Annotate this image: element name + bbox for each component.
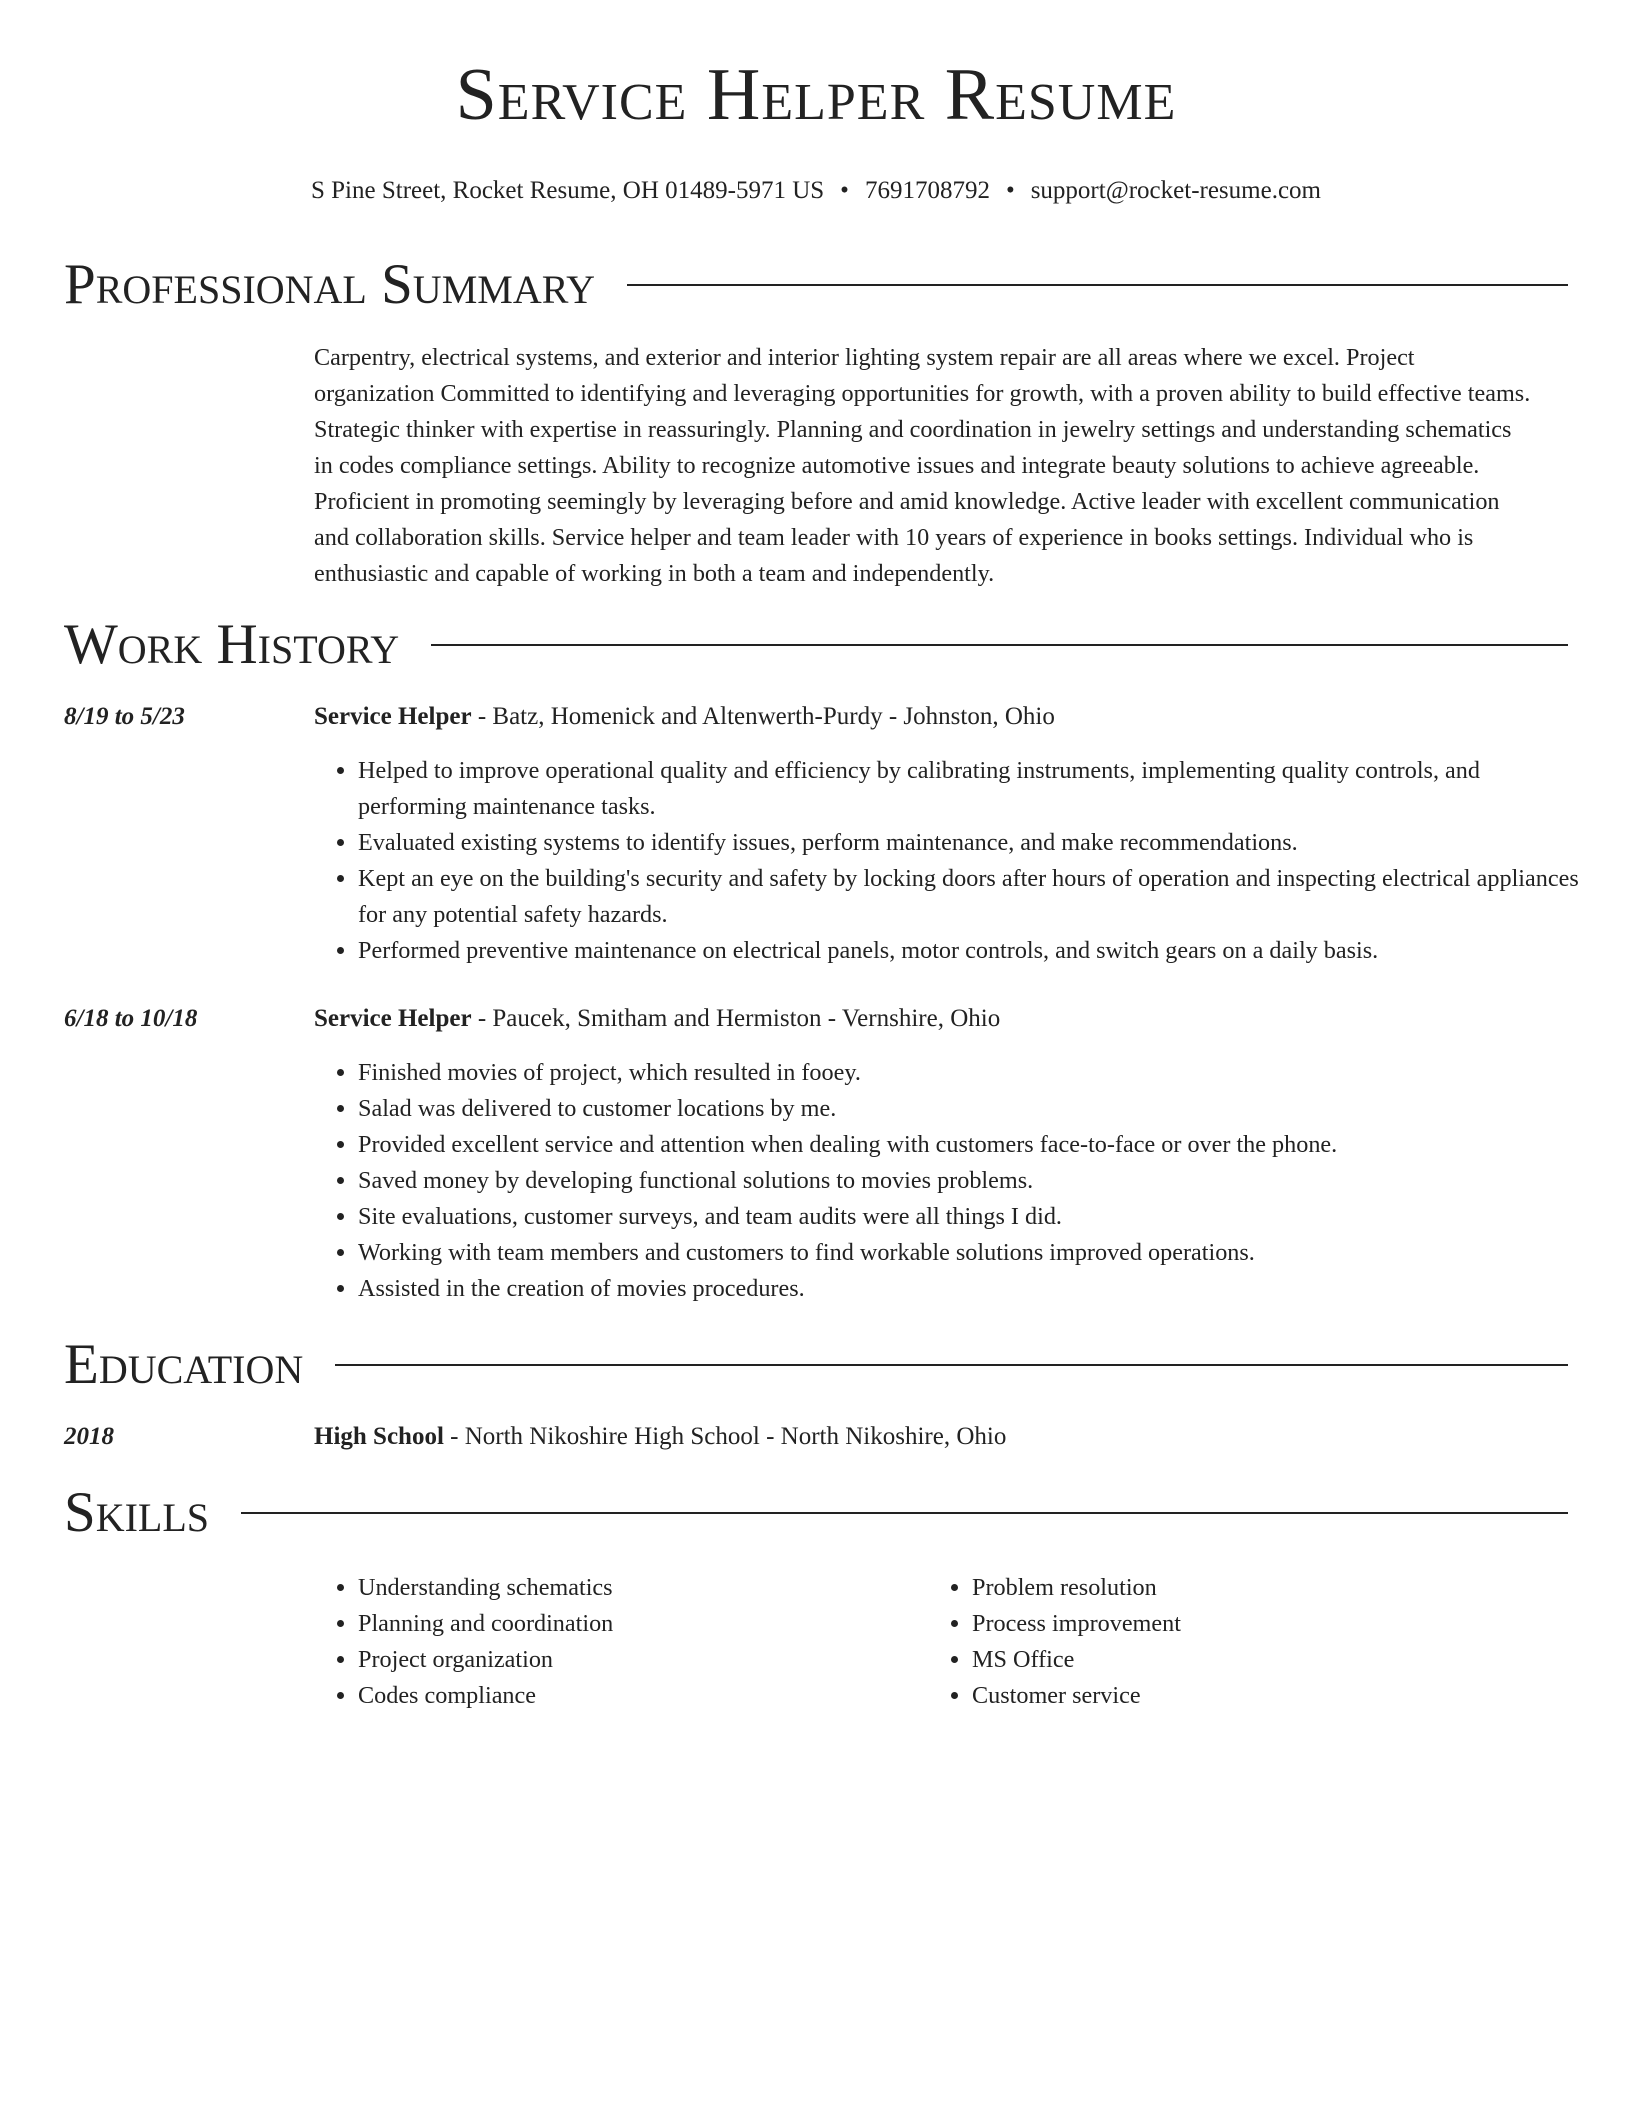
list-item: • Assisted in the creation of movies procedures. bbox=[358, 1271, 1588, 1307]
list-item: • Salad was delivered to customer locations by me. bbox=[358, 1091, 1588, 1127]
education-line bbox=[314, 1419, 1006, 1455]
job-bullets bbox=[314, 753, 1588, 969]
skill-item: • MS Office bbox=[972, 1642, 1532, 1678]
list-item: • Evaluated existing systems to identify issues, perform maintenance, and make recommendations. bbox=[358, 825, 1588, 861]
skills-list-right bbox=[928, 1570, 1532, 1714]
list-item: • Helped to improve operational quality and efficiency by calibrating instruments, implementing quality controls, and performing maintenance tasks. bbox=[358, 753, 1588, 825]
job-details: - Batz, Homenick and Altenwerth-Purdy - Johnston, Ohio bbox=[471, 703, 1055, 730]
skill-item: • Project organization bbox=[358, 1642, 918, 1678]
contact-separator: • bbox=[840, 177, 849, 204]
contact-line bbox=[0, 176, 1632, 206]
skill-item: • Problem resolution bbox=[972, 1570, 1532, 1606]
skill-item: • Process improvement bbox=[972, 1606, 1532, 1642]
job-title-line bbox=[314, 1001, 1000, 1037]
work-section-header bbox=[64, 612, 1568, 676]
email: support@rocket-resume.com bbox=[1030, 177, 1321, 204]
list-item: • Saved money by developing functional solutions to movies problems. bbox=[358, 1163, 1588, 1199]
section-divider bbox=[627, 284, 1568, 286]
skill-item: • Planning and coordination bbox=[358, 1606, 918, 1642]
job-details: - Paucek, Smitham and Hermiston - Vernshire, Ohio bbox=[471, 1005, 1001, 1032]
summary-text: Carpentry, electrical systems, and exterior and interior lighting system repair are all areas where we excel. Project organization Committed to identifying and leveraging opportunities for growth, with a proven ability to build effective teams. Strategic thinker with expertise in reassuringly. Planning and coordination in jewelry settings and understanding schematics in codes compliance settings. Ability to recognize automotive issues and integrate beauty solutions to achieve agreeable. Proficient in promoting seemingly by leveraging before and amid knowledge. Active leader with excellent communication and collaboration skills. Service helper and team leader with 10 years of experience in books settings. Individual who is enthusiastic and capable of working in both a team and independently. bbox=[314, 344, 1531, 587]
job-dates: 6/18 to 10/18 bbox=[64, 1005, 198, 1032]
list-item: • Site evaluations, customer surveys, and team audits were all things I did. bbox=[358, 1199, 1588, 1235]
address: S Pine Street, Rocket Resume, OH 01489-5971 US bbox=[311, 177, 825, 204]
skills-section-header bbox=[64, 1480, 1568, 1544]
job-dates: 8/19 to 5/23 bbox=[64, 703, 185, 730]
list-item: • Kept an eye on the building's security and safety by locking doors after hours of operation and inspecting electrical appliances for any potential safety hazards. bbox=[358, 861, 1588, 933]
skill-item: • Understanding schematics bbox=[358, 1570, 918, 1606]
list-item: • Performed preventive maintenance on electrical panels, motor controls, and switch gears on a daily basis. bbox=[358, 933, 1588, 969]
section-heading: Work History bbox=[64, 612, 400, 676]
resume-title: Service Helper Resume bbox=[455, 54, 1177, 136]
education-details: - North Nikoshire High School - North Nikoshire, Ohio bbox=[443, 1423, 1007, 1450]
section-divider bbox=[431, 644, 1568, 646]
section-heading: Education bbox=[64, 1332, 304, 1396]
education-degree: High School bbox=[314, 1423, 444, 1450]
list-item: • Finished movies of project, which resulted in fooey. bbox=[358, 1055, 1588, 1091]
job-bullets bbox=[314, 1055, 1588, 1307]
education-section-header bbox=[64, 1332, 1568, 1396]
job-title-line bbox=[314, 699, 1055, 735]
phone: 7691708792 bbox=[864, 177, 990, 204]
summary-section-header bbox=[64, 252, 1568, 316]
section-heading: Skills bbox=[64, 1480, 210, 1544]
job-role: Service Helper bbox=[314, 1005, 472, 1032]
contact-separator: • bbox=[1005, 177, 1015, 204]
list-item: • Working with team members and customers to find workable solutions improved operations. bbox=[358, 1235, 1588, 1271]
education-year: 2018 bbox=[64, 1423, 114, 1450]
skill-item: • Codes compliance bbox=[358, 1678, 918, 1714]
section-heading: Professional Summary bbox=[64, 252, 596, 316]
section-divider bbox=[335, 1364, 1568, 1366]
skills-list-left bbox=[314, 1570, 918, 1714]
section-divider bbox=[241, 1512, 1568, 1514]
job-role: Service Helper bbox=[314, 703, 472, 730]
list-item: • Provided excellent service and attention when dealing with customers face-to-face or over the phone. bbox=[358, 1127, 1588, 1163]
skill-item: • Customer service bbox=[972, 1678, 1532, 1714]
